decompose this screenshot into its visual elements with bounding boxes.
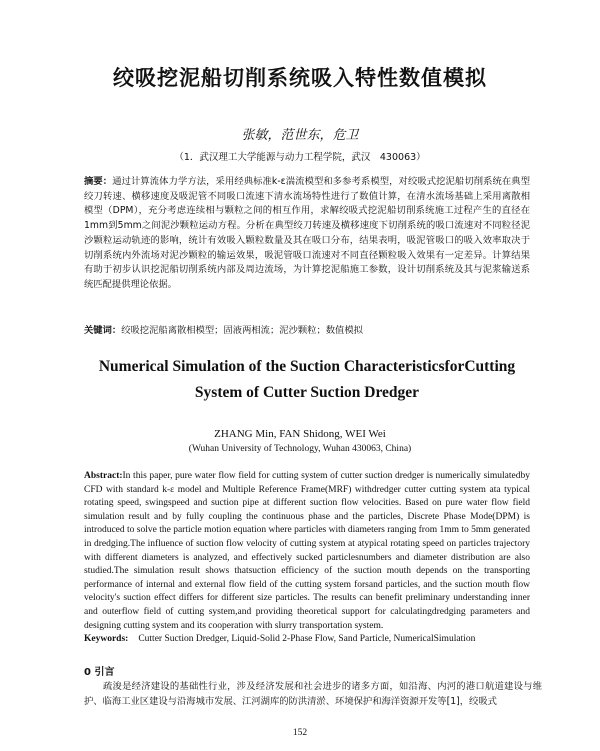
english-abstract [84, 470, 530, 633]
english-keywords-label: Keywords: [84, 634, 129, 644]
chinese-abstract-text: 通过计算流体力学方法，采用经典标准k-ε湍流模型和多参考系模型，对绞吸式挖泥船切削系统在典型绞刀转速、横移速度及吸泥管不同吸口流速下清水流场特性进行了数值计算，在清水流场基础上采用离散相模型（DPM），充分考虑连续相与颗粒之间的相互作用，求解绞吸式挖泥船切削系统施工过程产生的直径在1mm到5mm之间泥沙颗粒运动方程。分析在典型绞刀转速及横移速度下切削系统的吸口流速对不同粒径泥沙颗粒运动轨迹的影响，统计有效吸入颗粒数量及其在吸口分布，结果表明，吸泥管吸口的吸入效率取决于切削系统内外流场对泥沙颗粒的输运效果，吸泥管吸口流速对不同直径颗粒吸入效果有一定差异。计算结果有助于初步认识挖泥船切削系统内部及周边流场，为计算挖泥船施工参数，设计切削系统及其与泥浆输送系统匹配提供理论依据。 [84, 176, 530, 290]
english-abstract-text: In this paper, pure water flow field for cutting system of cutter suction dredger is numerically simulatedby CFD with standard k-ε model and Multiple Reference Frame(MRF) withdredger cutter cutting system ata typical rotating speed, swingspeed and suction pipe at different suction flow velocities. Based on pure water flow field simulation result and by fully coupling the continuous phase and the particles, Discrete Phase Mode(DPM) is introduced to solve the particle motion equation where particles with diameters ranging from 1mm to 5mm generated in dredging.The influence of suction flow velocity of cutting system at atypical rotating speed on particles trajectory with different diameters is analyzed, and effectively sucked particlesnumbers and diameter distribution are also studied.The simulation result shows thatsuction efficiency of the suction mouth depends on the transporting performance of internal and external flow field of the cutting system forsand particles, and the suction mouth flow velocity's suction effect differs for different size particles. The results can benefit preliminary understanding inner and outerflow field of cutting system,and providing theoretical support for calculatingdredging parameters and designing cutting system and its cooperation with slurry transportation system. [84, 471, 530, 631]
introduction-heading: 0 引言 [84, 667, 115, 678]
english-keywords-text: Cutter Suction Dredger, Liquid-Solid 2-Phase Flow, Sand Particle, NumericalSimulation [138, 634, 476, 644]
english-keywords [84, 634, 530, 644]
page-number: 152 [292, 728, 308, 738]
english-affiliation: (Wuhan University of Technology, Wuhan 430063, China) [188, 444, 412, 454]
chinese-authors: 张敏，范世东，危卫 [241, 128, 359, 143]
chinese-title: 绞吸挖泥船切削系统吸入特性数值模拟 [113, 66, 487, 90]
chinese-keywords-label: 关键词： [84, 325, 122, 336]
english-title: Numerical Simulation of the Suction CharacteristicsforCutting System of Cutter Suction Dredger [98, 358, 516, 401]
introduction-text: 疏浚是经济建设的基础性行业，涉及经济发展和社会进步的诸多方面，如沿海、内河的港口航道建设与维护、临海工业区建设与沿海城市发展、江河湖库的防洪清淤、环境保护和海洋资源开发等[1]，绞吸式 [84, 681, 542, 707]
chinese-keywords [84, 322, 530, 336]
chinese-abstract-label: 摘要： [84, 176, 113, 187]
chinese-keywords-text: 绞吸挖泥船离散相模型；固液两相流；泥沙颗粒；数值模拟 [121, 325, 363, 336]
chinese-affiliation: （1．武汉理工大学能源与动力工程学院，武汉 430063） [174, 152, 426, 163]
english-abstract-label: Abstract: [84, 471, 123, 481]
english-authors: ZHANG Min, FAN Shidong, WEI Wei [214, 428, 386, 440]
chinese-abstract [84, 175, 530, 293]
